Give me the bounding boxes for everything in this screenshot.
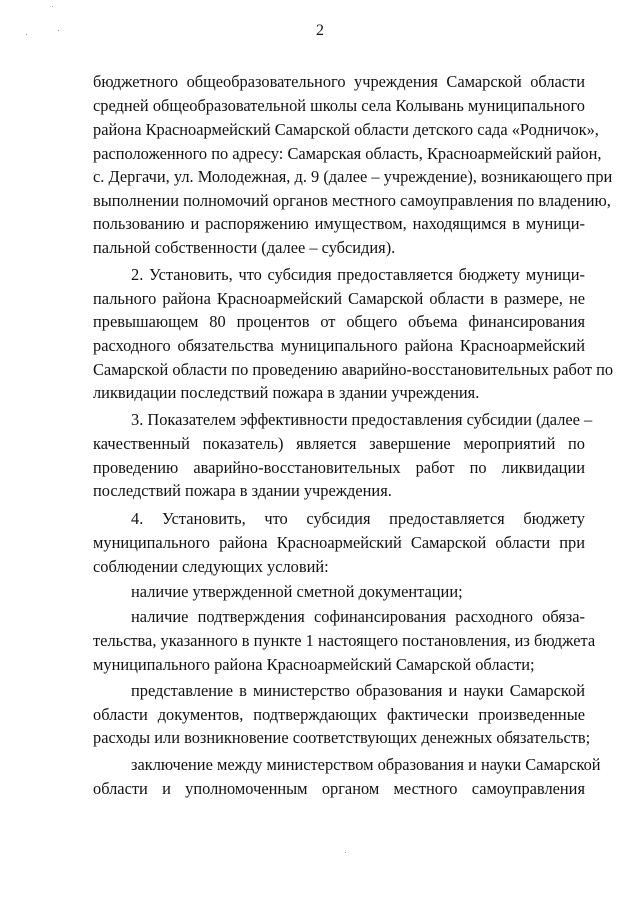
text-line: представление в министерство образования и науки Самарской	[131, 681, 585, 700]
scan-speck	[26, 34, 27, 35]
text-line: 4. Установить, что субсидия предоставляется бюджету	[131, 509, 585, 528]
scan-speck	[52, 6, 53, 7]
text-line: пального района Красноармейский Самарской области в размере, не	[93, 289, 585, 308]
text-line: района Красноармейский Самарской области детского сада «Родничок»,	[93, 120, 599, 139]
text-line: расходы или возникновение соответствующих денежных обязательств;	[93, 728, 591, 747]
text-line: наличие утвержденной сметной документации;	[131, 582, 463, 601]
scan-speck	[58, 30, 59, 31]
text-line: расходного обязательства муниципального района Красноармейский	[93, 336, 585, 355]
text-line: области и уполномоченным органом местного самоуправления	[93, 779, 585, 798]
text-line: выполнении полномочий органов местного самоуправления по владению,	[93, 191, 611, 210]
text-line: соблюдении следующих условий:	[93, 557, 329, 576]
text-line: качественный показатель) является завершение мероприятий по	[93, 434, 585, 453]
text-line: 2. Установить, что субсидия предоставляется бюджету муници-	[131, 265, 585, 284]
text-line: тельства, указанного в пункте 1 настоящего постановления, из бюджета	[93, 631, 596, 650]
scan-speck	[345, 852, 346, 853]
text-line: последствий пожара в здании учреждения.	[93, 481, 392, 500]
page-number: 2	[316, 22, 324, 39]
text-line: Самарской области по проведению аварийно-восстановительных работ по	[93, 360, 614, 379]
text-line: с. Дергачи, ул. Молодежная, д. 9 (далее – учреждение), возникающего при	[93, 167, 613, 186]
text-line: пальной собственности (далее – субсидия).	[93, 238, 396, 257]
text-line: области документов, подтверждающих фактически произведенные	[93, 705, 585, 724]
text-line: средней общеобразовательной школы села Колывань муниципального	[93, 96, 585, 115]
text-line: муниципального района Красноармейский Самарской области;	[93, 655, 535, 674]
text-line: муниципального района Красноармейский Самарской области при	[93, 533, 585, 552]
text-line: 3. Показателем эффективности предоставления субсидии (далее –	[131, 410, 593, 429]
text-line: расположенного по адресу: Самарская область, Красноармейский район,	[93, 144, 602, 163]
text-line: наличие подтверждения софинансирования расходного обяза-	[131, 607, 585, 626]
text-line: пользованию и распоряжению имуществом, находящимся в муници-	[93, 214, 585, 233]
text-line: превышающем 80 процентов от общего объема финансирования	[93, 312, 585, 331]
text-line: проведению аварийно-восстановительных работ по ликвидации	[93, 458, 585, 477]
text-line: ликвидации последствий пожара в здании учреждения.	[93, 383, 480, 402]
text-line: бюджетного общеобразовательного учреждения Самарской области	[93, 72, 585, 91]
text-line: заключение между министерством образования и науки Самарской	[131, 755, 601, 774]
